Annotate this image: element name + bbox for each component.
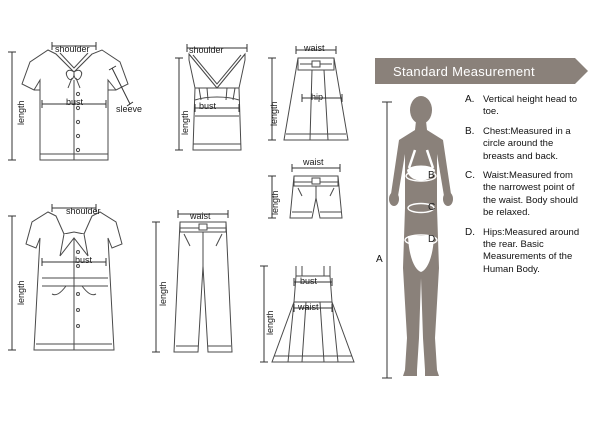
note-a-key: A. xyxy=(465,94,475,105)
skirt-label-length: length xyxy=(269,101,279,126)
blouse-label-sleeve: sleeve xyxy=(116,104,143,114)
trousers-label-waist: waist xyxy=(190,211,211,221)
note-a xyxy=(465,94,587,119)
figure-label-a: A xyxy=(376,254,383,265)
skirt-label-waist: waist xyxy=(304,43,325,53)
shorts-label-length: length xyxy=(270,190,280,215)
note-c-key: C. xyxy=(465,170,475,182)
panel-title: Standard Measurement xyxy=(375,58,575,84)
dress-label-bust: bust xyxy=(300,276,318,286)
blouse-label-length: length xyxy=(16,100,26,125)
figure-label-c: C xyxy=(428,202,436,213)
note-b-text: Chest:Measured in a circle around the breasts and back. xyxy=(483,125,571,162)
blouse-label-bust: bust xyxy=(66,97,84,107)
camisole-label-bust: bust xyxy=(199,101,217,111)
garment-coat xyxy=(8,190,143,370)
note-c-text: Waist:Measured from the narrowest point of the waist. Body should be relaxed. xyxy=(483,170,579,219)
shorts-label-waist: waist xyxy=(303,157,324,167)
camisole-label-shoulder: shoulder xyxy=(189,45,224,55)
note-d-text: Hips:Measured around the rear. Basic Measurements of the Human Body. xyxy=(483,226,580,275)
blouse-label-shoulder: shoulder xyxy=(55,44,90,54)
camisole-label-length: length xyxy=(180,110,190,135)
figure-label-d: D xyxy=(428,234,436,245)
coat-label-shoulder: shoulder xyxy=(66,206,101,216)
note-b-key: B. xyxy=(465,125,475,137)
standard-measurement-panel xyxy=(375,48,587,396)
dress-label-waist: waist xyxy=(298,302,319,312)
measurement-notes xyxy=(465,94,587,283)
body-figure xyxy=(377,88,467,393)
skirt-label-hip: hip xyxy=(311,92,324,102)
trousers-label-length: length xyxy=(158,281,168,306)
coat-label-length: length xyxy=(16,280,26,305)
note-d xyxy=(465,227,587,277)
note-d-key: D. xyxy=(465,226,475,238)
dress-label-length: length xyxy=(265,310,275,335)
coat-label-bust: bust xyxy=(75,255,93,265)
figure-label-b: B xyxy=(428,170,435,181)
note-a-text: Vertical height head to toe. xyxy=(483,94,578,118)
note-c xyxy=(465,170,587,220)
note-b xyxy=(465,126,587,163)
